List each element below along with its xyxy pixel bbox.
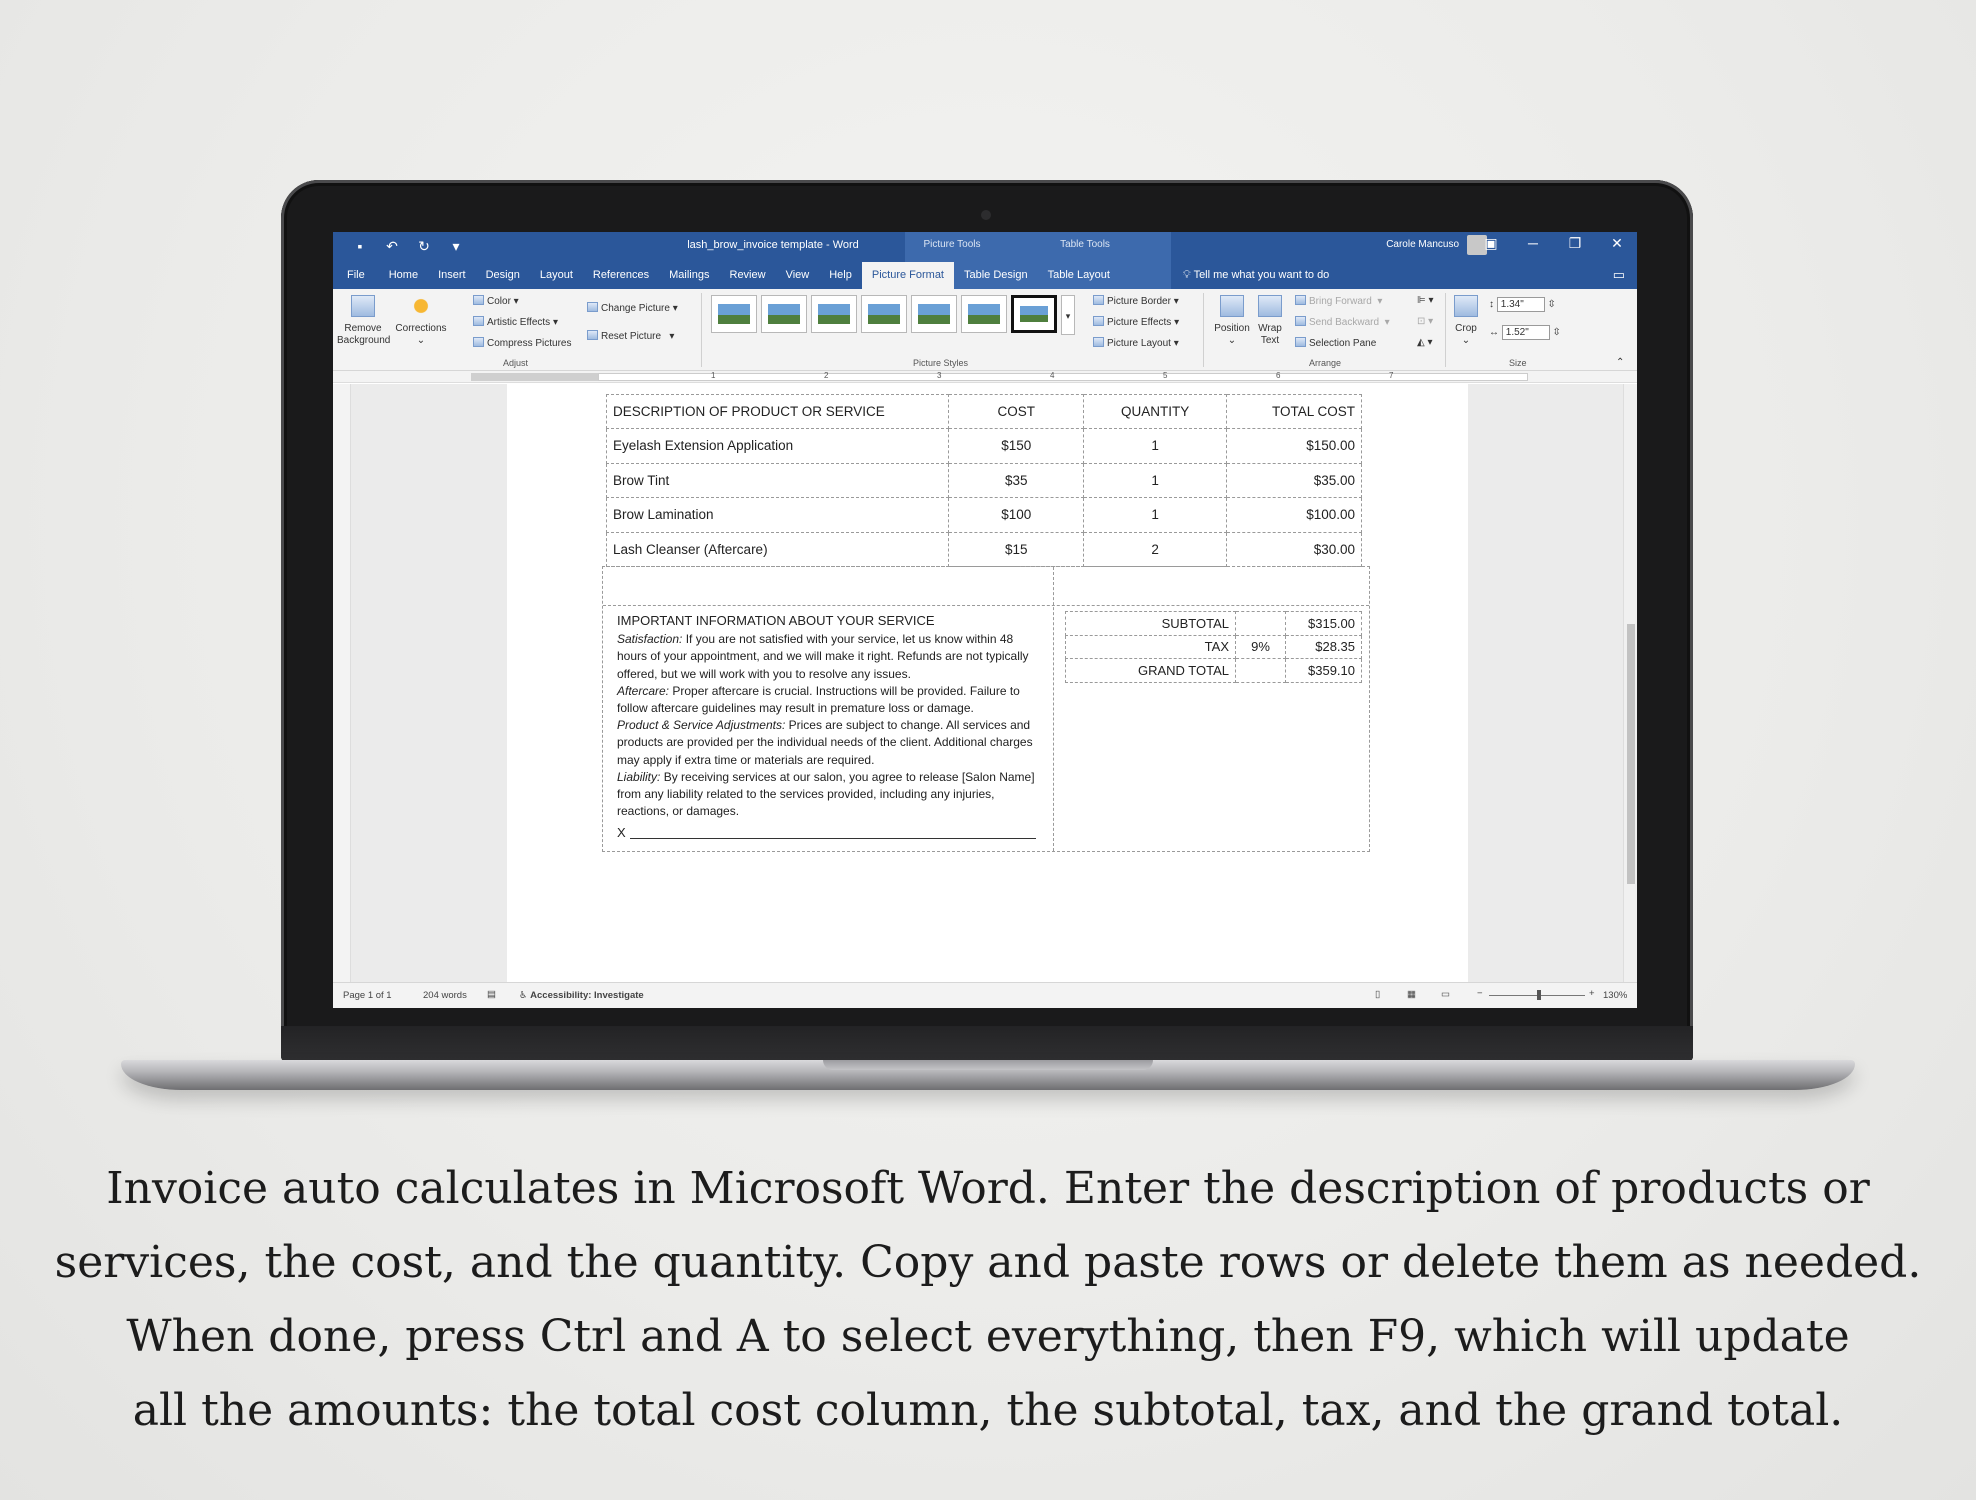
tell-me-text: Tell me what you want to do [1193, 269, 1330, 281]
window-controls [1481, 235, 1627, 252]
info-label: Satisfaction: [617, 632, 683, 647]
ruler-number: 7 [1389, 371, 1394, 380]
quick-access-toolbar [351, 238, 465, 255]
align-icon[interactable]: ⊫ ▾ [1417, 295, 1434, 306]
corrections-label: Corrections [395, 323, 447, 334]
info-label: Aftercare: [617, 683, 670, 698]
redo-icon[interactable]: ↻ [418, 238, 430, 254]
item-total[interactable]: $100.00 [1227, 498, 1362, 533]
send-backward-button[interactable]: Send Backward ▾ [1295, 316, 1390, 328]
document-page[interactable] [507, 384, 1468, 982]
table-header-row [607, 395, 1362, 429]
page-count[interactable]: Page 1 of 1 [343, 990, 392, 1001]
zoom-in-icon[interactable]: + [1589, 988, 1595, 999]
tax-label[interactable]: TAX [1066, 635, 1236, 659]
signature-underline [630, 838, 1036, 839]
reset-picture-icon [587, 330, 598, 340]
ruler-number: 2 [824, 371, 829, 380]
read-mode-icon[interactable]: ▯ [1375, 989, 1381, 1000]
header-total-cost[interactable]: TOTAL COST [1227, 395, 1362, 429]
signature-line[interactable] [617, 825, 1036, 840]
column-divider [1053, 567, 1054, 851]
gallery-more-button[interactable]: ▾ [1061, 295, 1075, 335]
tab-picture-format[interactable]: Picture Format [862, 262, 954, 289]
service-info-block[interactable] [617, 612, 1045, 820]
table-row [607, 498, 1362, 533]
print-layout-icon[interactable]: ▦ [1407, 989, 1416, 1000]
separator [1203, 293, 1204, 367]
restore-icon[interactable]: ❐ [1568, 235, 1582, 251]
send-backward-label: Send Backward [1309, 317, 1380, 328]
item-quantity[interactable]: 1 [1084, 498, 1227, 533]
corrections-button[interactable]: Corrections ⌄ [393, 295, 449, 347]
picture-effects-button[interactable]: Picture Effects ▾ [1093, 316, 1179, 328]
web-layout-icon[interactable]: ▭ [1441, 989, 1450, 1000]
ruler-number: 6 [1276, 371, 1281, 380]
tab-home[interactable]: Home [388, 269, 419, 281]
scrollbar-thumb[interactable] [1627, 624, 1635, 884]
minimize-icon[interactable]: ─ [1528, 235, 1538, 251]
accessibility-text: Accessibility: Investigate [530, 990, 644, 1001]
picture-style-2[interactable] [761, 295, 807, 333]
color-icon [473, 295, 484, 305]
picture-style-6[interactable] [961, 295, 1007, 333]
ribbon-picture-format [333, 289, 1637, 371]
caption-line: Invoice auto calculates in Microsoft Word. Enter the description of products or [106, 1163, 1870, 1214]
artistic-effects-label: Artistic Effects [487, 317, 551, 328]
remove-background-label: Remove Background [337, 323, 391, 346]
compress-icon [473, 337, 484, 347]
info-text: Prices are subject to change. All services and products are provided per the individual needs of the client. Additional charges may apply if extra time or materials are required. [617, 718, 1033, 767]
rotate-icon[interactable]: ◭ ▾ [1417, 337, 1433, 348]
tab-review[interactable]: Review [729, 269, 766, 281]
tax-row [1066, 635, 1362, 659]
ruler-number: 1 [711, 371, 716, 380]
width-field[interactable]: ↔ 1.52" ⇳ [1489, 327, 1561, 338]
collapse-ribbon-icon[interactable]: ⌃ [1616, 357, 1625, 368]
title-bar [333, 232, 1637, 289]
tab-references[interactable]: References [592, 269, 650, 281]
zoom-out-icon[interactable]: − [1477, 988, 1483, 999]
ruler-number: 3 [937, 371, 942, 380]
table-row [607, 532, 1362, 567]
ribbon-tabs [333, 262, 1120, 289]
ribbon-display-icon[interactable]: ▣ [1484, 235, 1498, 251]
height-value[interactable]: 1.34" [1497, 297, 1545, 312]
word-count[interactable]: 204 words [423, 990, 467, 1001]
selection-pane-label: Selection Pane [1309, 338, 1377, 349]
tab-file[interactable]: File [347, 269, 365, 281]
bring-forward-icon [1295, 295, 1306, 305]
group-size-label: Size [1509, 358, 1527, 368]
save-icon[interactable]: ▪ [357, 238, 363, 254]
reset-picture-label: Reset Picture [601, 331, 662, 342]
subtotal-empty-cell[interactable] [1236, 612, 1286, 636]
picture-tools-label: Picture Tools [923, 239, 981, 250]
ruler-number: 4 [1050, 371, 1055, 380]
picture-style-7[interactable] [1011, 295, 1057, 333]
proofing-icon[interactable]: ▤ [487, 989, 496, 1000]
selection-pane-icon [1295, 337, 1306, 347]
wrap-text-label: Wrap Text [1258, 323, 1282, 346]
width-value[interactable]: 1.52" [1502, 325, 1550, 340]
tab-table-layout[interactable]: Table Layout [1047, 269, 1110, 281]
tab-design[interactable]: Design [485, 269, 520, 281]
info-paragraph [617, 717, 1045, 769]
row-divider [603, 605, 1369, 606]
subtotal-value[interactable]: $315.00 [1286, 612, 1362, 636]
position-button[interactable]: Position ⌄ [1209, 295, 1255, 347]
item-total[interactable]: $30.00 [1227, 532, 1362, 567]
compress-pictures-button[interactable] [473, 337, 571, 349]
grand-total-row [1066, 659, 1362, 683]
tax-value[interactable]: $28.35 [1286, 635, 1362, 659]
picture-layout-label: Picture Layout [1107, 338, 1171, 349]
picture-style-4[interactable] [861, 295, 907, 333]
webcam [981, 210, 991, 220]
picture-effects-label: Picture Effects [1107, 317, 1172, 328]
crop-icon [1454, 295, 1478, 317]
picture-border-label: Picture Border [1107, 296, 1171, 307]
picture-effects-icon [1093, 316, 1104, 326]
item-description[interactable]: Lash Cleanser (Aftercare) [607, 532, 949, 567]
item-description[interactable]: Brow Tint [607, 463, 949, 498]
bring-forward-button[interactable]: Bring Forward ▾ [1295, 295, 1382, 307]
info-paragraph [617, 683, 1045, 717]
zoom-level[interactable]: 130% [1603, 990, 1628, 1001]
send-backward-icon [1295, 316, 1306, 326]
remove-background-icon [351, 295, 375, 317]
item-quantity[interactable]: 2 [1084, 532, 1227, 567]
subtotal-label[interactable]: SUBTOTAL [1066, 612, 1236, 636]
picture-border-icon [1093, 295, 1104, 305]
caption-line: services, the cost, and the quantity. Copy and paste rows or delete them as needed. [54, 1237, 1922, 1288]
status-bar [333, 982, 1637, 1008]
change-picture-button[interactable]: Change Picture ▾ [587, 302, 678, 314]
width-icon: ↔ [1489, 327, 1502, 338]
header-cost[interactable]: COST [949, 395, 1084, 429]
lightbulb-icon: 💡︎ [1183, 269, 1194, 281]
color-label: Color [487, 296, 511, 307]
separator [701, 293, 702, 367]
tab-layout[interactable]: Layout [539, 269, 573, 281]
item-description[interactable]: Eyelash Extension Application [607, 429, 949, 464]
totals-table [1065, 611, 1362, 683]
position-icon [1220, 295, 1244, 317]
invoice-footer-table [602, 566, 1370, 852]
item-quantity[interactable]: 1 [1084, 463, 1227, 498]
tell-me-search[interactable] [1183, 269, 1329, 282]
invoice-items-table [606, 394, 1362, 567]
subtotal-row [1066, 612, 1362, 636]
artistic-effects-button[interactable]: Artistic Effects ▾ [473, 316, 558, 328]
header-description[interactable]: DESCRIPTION OF PRODUCT OR SERVICE [607, 395, 949, 429]
tax-rate[interactable]: 9% [1236, 635, 1286, 659]
position-label: Position [1214, 323, 1250, 334]
ruler-number: 5 [1163, 371, 1168, 380]
signature-prefix: X [617, 825, 626, 840]
vertical-ruler [333, 384, 351, 982]
change-picture-icon [587, 302, 598, 312]
picture-style-5[interactable] [911, 295, 957, 333]
grand-total-empty-cell[interactable] [1236, 659, 1286, 683]
item-cost[interactable]: $100 [949, 498, 1084, 533]
tab-table-design[interactable]: Table Design [964, 269, 1028, 281]
bring-forward-label: Bring Forward [1309, 296, 1372, 307]
table-row [607, 429, 1362, 464]
table-row [607, 463, 1362, 498]
info-paragraph [617, 769, 1045, 821]
crop-button[interactable]: Crop ⌄ [1449, 295, 1483, 347]
picture-layout-button[interactable]: Picture Layout ▾ [1093, 337, 1179, 349]
item-cost[interactable]: $150 [949, 429, 1084, 464]
item-cost[interactable]: $15 [949, 532, 1084, 567]
height-icon: ↕ [1489, 299, 1497, 310]
caption-line: all the amounts: the total cost column, the subtotal, tax, and the grand total. [132, 1385, 1844, 1436]
table-tools-label: Table Tools [1060, 239, 1110, 250]
picture-style-3[interactable] [811, 295, 857, 333]
laptop-bezel-bottom [281, 1026, 1693, 1062]
artistic-effects-icon [473, 316, 484, 326]
info-label: Product & Service Adjustments: [617, 718, 786, 733]
tab-mailings[interactable]: Mailings [669, 269, 710, 281]
selection-pane-button[interactable] [1295, 337, 1376, 349]
crop-label: Crop [1455, 323, 1477, 334]
item-quantity[interactable]: 1 [1084, 429, 1227, 464]
accessibility-icon: ♿︎ [519, 990, 531, 1001]
close-icon[interactable]: ✕ [1611, 235, 1623, 251]
item-total[interactable]: $150.00 [1227, 429, 1362, 464]
info-text: Proper aftercare is crucial. Instructions will be provided. Failure to follow aftercare guidelines may result in premature loss or damage. [617, 683, 1020, 716]
caption [40, 1152, 1936, 1448]
picture-styles-gallery [711, 295, 1071, 339]
zoom-slider-thumb[interactable] [1537, 990, 1541, 1000]
corrections-icon [409, 295, 433, 317]
compress-pictures-label: Compress Pictures [487, 338, 572, 349]
color-button[interactable]: Color ▾ [473, 295, 519, 307]
group-adjust-label: Adjust [503, 358, 529, 368]
item-total[interactable]: $35.00 [1227, 463, 1362, 498]
wrap-text-button[interactable] [1253, 295, 1287, 347]
tab-insert[interactable]: Insert [438, 269, 466, 281]
caption-line: When done, press Ctrl and A to select everything, then F9, which will update [126, 1311, 1850, 1362]
vertical-scrollbar[interactable] [1623, 384, 1637, 982]
wrap-text-icon [1258, 295, 1282, 317]
item-cost[interactable]: $35 [949, 463, 1084, 498]
info-text: By receiving services at our salon, you agree to release [Salon Name] from any liability related to the services provided, including any injuries, reactions, or damages. [617, 769, 1035, 819]
info-heading: IMPORTANT INFORMATION ABOUT YOUR SERVICE [617, 613, 935, 628]
grand-total-label[interactable]: GRAND TOTAL [1066, 659, 1236, 683]
group-picture-styles-label: Picture Styles [913, 358, 969, 368]
info-label: Liability: [617, 769, 661, 784]
customize-qat-icon[interactable]: ▾ [452, 238, 460, 254]
picture-border-button[interactable]: Picture Border ▾ [1093, 295, 1179, 307]
remove-background-button[interactable] [337, 295, 389, 347]
word-window [333, 232, 1637, 1008]
picture-layout-icon [1093, 337, 1104, 347]
document-title: lash_brow_invoice template - Word [687, 239, 859, 251]
group-arrange-label: Arrange [1309, 358, 1342, 368]
laptop-notch [823, 1060, 1153, 1070]
tab-view[interactable]: View [785, 269, 810, 281]
change-picture-label: Change Picture [601, 303, 670, 314]
user-name[interactable]: Carole Mancuso [1386, 239, 1459, 250]
separator [1445, 293, 1446, 367]
header-quantity[interactable]: QUANTITY [1084, 395, 1227, 429]
height-field[interactable]: ↕ 1.34" ⇳ [1489, 299, 1556, 310]
group-icon[interactable]: ⊡ ▾ [1417, 316, 1434, 327]
comments-icon[interactable]: ▭ [1612, 267, 1625, 282]
picture-style-1[interactable] [711, 295, 757, 333]
horizontal-ruler [333, 371, 1637, 383]
item-description[interactable]: Brow Lamination [607, 498, 949, 533]
tab-help[interactable]: Help [829, 269, 852, 281]
info-text: If you are not satisfied with your service, let us know within 48 hours of your appointment, and we will make it right. Refunds are not typically offered, but we will work with you to resolve any issues. [617, 632, 1029, 681]
accessibility-status[interactable] [519, 990, 644, 1001]
ruler-margin-left [471, 373, 601, 381]
document-canvas [333, 384, 1637, 982]
info-paragraph [617, 631, 1045, 683]
grand-total-value[interactable]: $359.10 [1286, 659, 1362, 683]
undo-icon[interactable]: ↶ [386, 238, 398, 254]
reset-picture-button[interactable]: Reset Picture ▾ [587, 330, 674, 342]
